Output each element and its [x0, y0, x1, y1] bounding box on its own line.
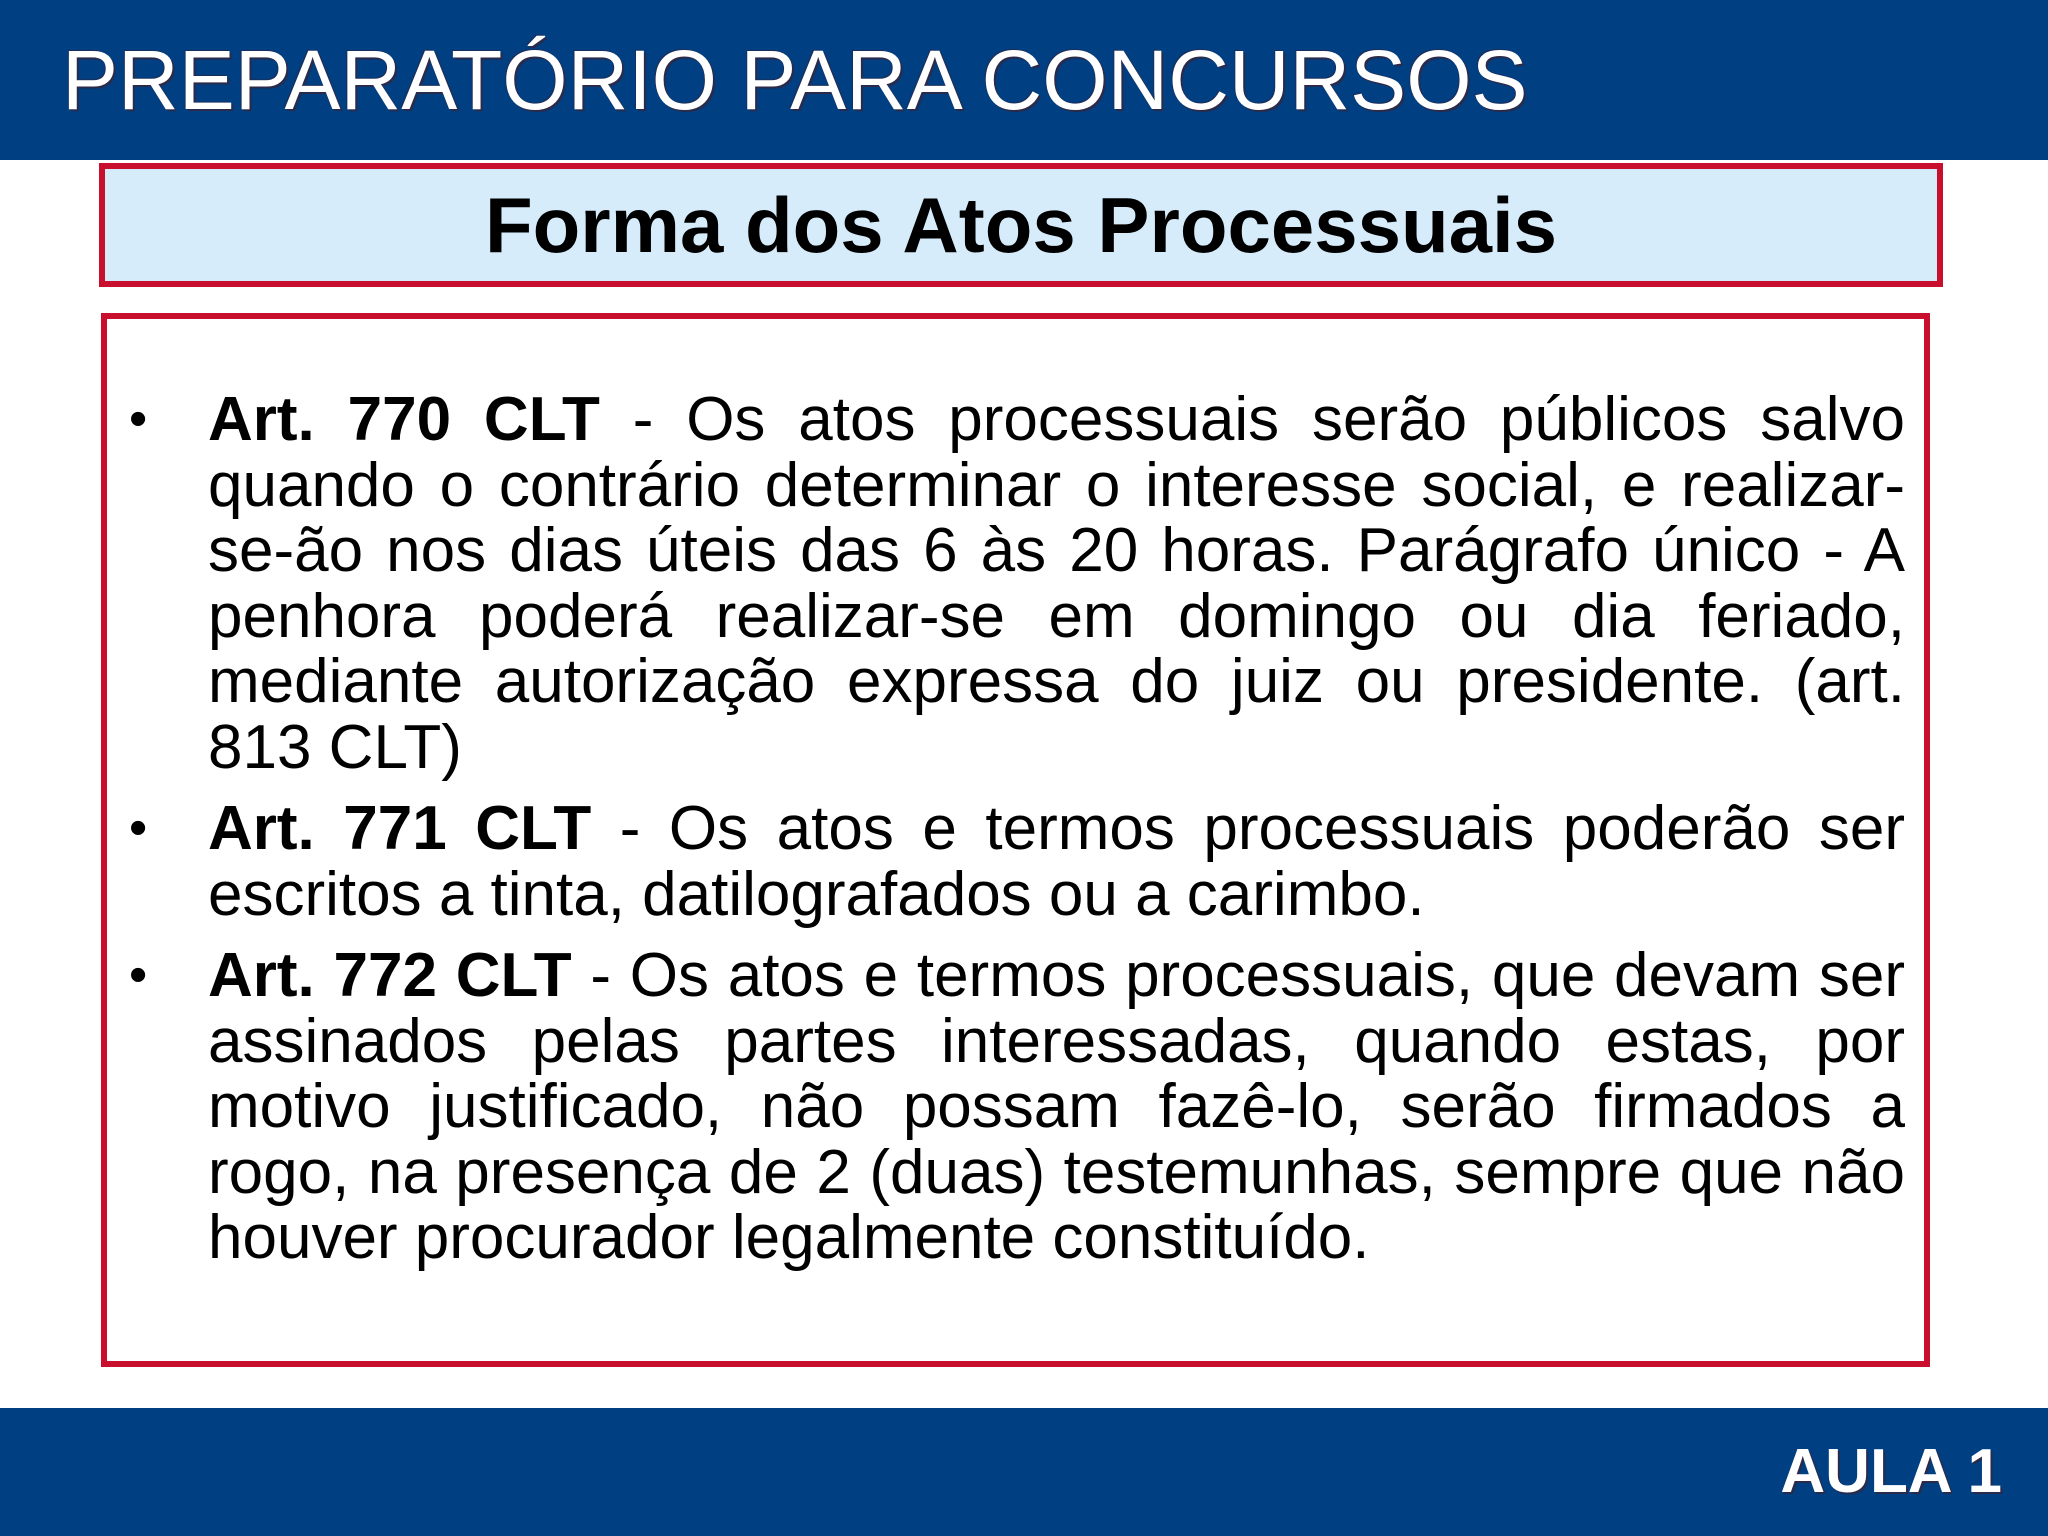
article-reference: Art. 771 CLT — [208, 794, 592, 863]
article-text: - Os atos e termos processuais, que devam ser assinados pelas partes interessadas, quando estas, por motivo justificado, não possam fazê-lo, serão firmados a rogo, na presença de 2 (duas) testemunhas, sempre que não houver procurador legalmente constituído. — [208, 941, 1905, 1272]
article-reference: Art. 770 CLT — [208, 385, 600, 454]
article-reference: Art. 772 CLT — [208, 941, 572, 1010]
bullet-item-art-770 — [107, 387, 1924, 780]
article-text: - Os atos processuais serão públicos salvo quando o contrário determinar o interesse social, e realizar-se-ão nos dias úteis das 6 às 20 horas. Parágrafo único - A penhora poderá realizar-se em domingo ou dia feriado, mediante autorização expressa do juiz ou presidente. (art. 813 CLT) — [208, 385, 1905, 782]
bullet-item-art-771 — [107, 796, 1924, 927]
bullet-dot: • — [129, 946, 148, 1004]
bullet-list — [107, 387, 1924, 1287]
bullet-item-art-772 — [107, 943, 1924, 1271]
footer-bar — [0, 1408, 2048, 1536]
bullet-dot: • — [129, 390, 148, 448]
slide-content-box — [101, 313, 1930, 1367]
bullet-dot: • — [129, 799, 148, 857]
slide-heading: Forma dos Atos Processuais — [484, 181, 1558, 269]
footer-label: AULA 1 — [1780, 1437, 2002, 1506]
slide-heading-box — [99, 163, 1943, 287]
article-text: - Os atos e termos processuais poderão ser escritos a tinta, datilografados ou a carimbo. — [208, 794, 1905, 929]
header-title: PREPARATÓRIO PARA CONCURSOS — [62, 33, 1528, 127]
